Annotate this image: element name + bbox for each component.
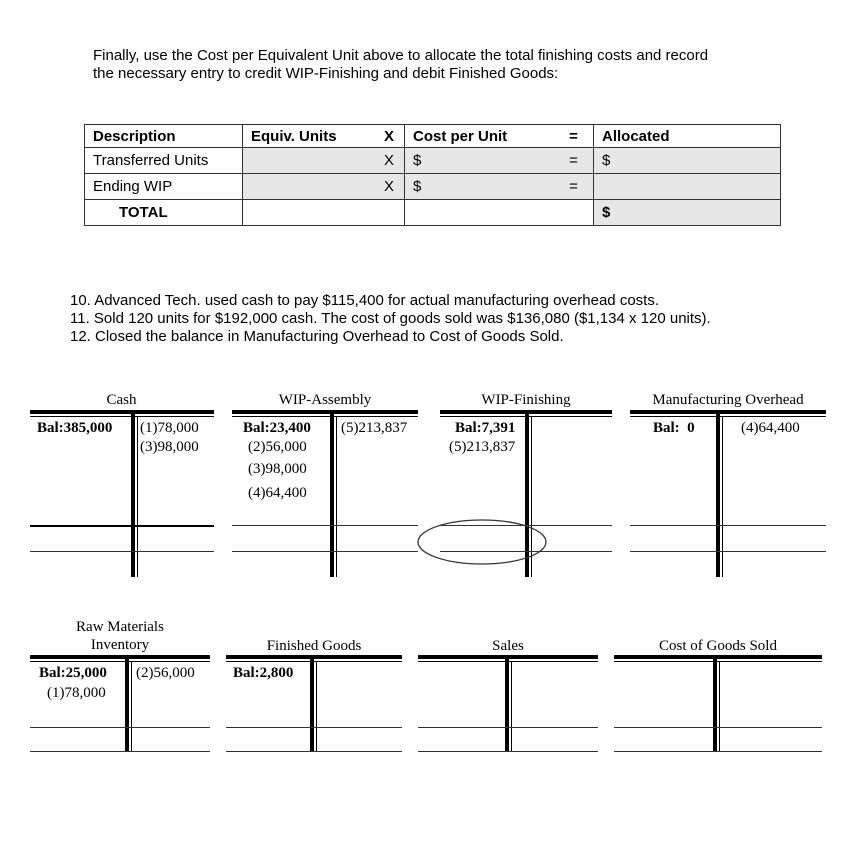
header-allocated: Allocated bbox=[594, 125, 781, 148]
allocation-table bbox=[84, 124, 781, 226]
account-title: Cost of Goods Sold bbox=[659, 638, 777, 654]
account-title: WIP-Finishing bbox=[481, 392, 571, 408]
account-title: Finished Goods bbox=[266, 638, 362, 654]
transaction-list bbox=[70, 292, 711, 346]
account-title: Sales bbox=[492, 638, 524, 654]
equals-sign: = bbox=[554, 174, 594, 200]
header-description: Description bbox=[85, 125, 243, 148]
header-equiv-units: Equiv. Units bbox=[243, 125, 375, 148]
debit-entry: Bal:385,000 bbox=[37, 420, 113, 436]
debit-entry: (2)56,000 bbox=[248, 439, 307, 455]
transaction-12: 12. Closed the balance in Manufacturing Overhead to Cost of Goods Sold. bbox=[70, 328, 564, 345]
debit-entry: Bal:25,000 bbox=[39, 665, 107, 681]
debit-entry: (4)64,400 bbox=[248, 485, 307, 501]
allocation-table-header bbox=[85, 125, 781, 148]
row-description: Ending WIP bbox=[85, 174, 243, 200]
transaction-11: 11. Sold 120 units for $192,000 cash. The cost of goods sold was $136,080 ($1,134 x 120 units). bbox=[70, 310, 711, 327]
credit-entry: (3)98,000 bbox=[140, 439, 199, 455]
debit-entry: Bal: 0 bbox=[653, 420, 695, 436]
times-sign: X bbox=[374, 174, 405, 200]
account-title-line-1: Raw Materials bbox=[76, 619, 164, 635]
times-sign: X bbox=[374, 148, 405, 174]
header-equals: = bbox=[554, 125, 594, 148]
debit-entry: (1)78,000 bbox=[47, 685, 106, 701]
row-description: Transferred Units bbox=[85, 148, 243, 174]
credit-entry: (2)56,000 bbox=[136, 665, 195, 681]
transaction-10: 10. Advanced Tech. used cash to pay $115,400 for actual manufacturing overhead costs. bbox=[70, 292, 659, 309]
table-row-transferred bbox=[85, 148, 781, 174]
total-empty-cell bbox=[243, 200, 405, 226]
highlight-circle bbox=[416, 518, 552, 568]
instructions-line-2: the necessary entry to credit WIP-Finishing and debit Finished Goods: bbox=[93, 65, 559, 82]
account-title: WIP-Assembly bbox=[278, 392, 372, 408]
debit-entry: Bal:7,391 bbox=[455, 420, 516, 436]
credit-entry: (4)64,400 bbox=[741, 420, 800, 436]
debit-entry: (5)213,837 bbox=[449, 439, 516, 455]
total-allocated-input[interactable]: $ bbox=[594, 200, 781, 226]
total-label: TOTAL bbox=[85, 200, 243, 226]
account-title-line-2: Inventory bbox=[90, 637, 150, 653]
header-cost-per-unit: Cost per Unit bbox=[405, 125, 555, 148]
header-x: X bbox=[374, 125, 405, 148]
credit-entry: (1)78,000 bbox=[140, 420, 199, 436]
allocated-input[interactable]: $ bbox=[594, 148, 781, 174]
instructions-line-1: Finally, use the Cost per Equivalent Unit above to allocate the total finishing costs and record bbox=[93, 47, 709, 64]
table-row-ending-wip bbox=[85, 174, 781, 200]
credit-entry: (5)213,837 bbox=[341, 420, 408, 436]
debit-entry: (3)98,000 bbox=[248, 461, 307, 477]
equiv-units-input[interactable] bbox=[243, 148, 375, 174]
allocated-input[interactable] bbox=[594, 174, 781, 200]
account-title: Cash bbox=[106, 392, 137, 408]
debit-entry: Bal:2,800 bbox=[233, 665, 294, 681]
cost-per-unit-input[interactable]: $ bbox=[405, 148, 555, 174]
account-title: Manufacturing Overhead bbox=[652, 392, 804, 408]
table-row-total bbox=[85, 200, 781, 226]
equiv-units-input[interactable] bbox=[243, 174, 375, 200]
cost-per-unit-input[interactable]: $ bbox=[405, 174, 555, 200]
instructions-paragraph bbox=[93, 47, 833, 83]
total-empty-cell bbox=[405, 200, 594, 226]
debit-entry: Bal:23,400 bbox=[243, 420, 311, 436]
equals-sign: = bbox=[554, 148, 594, 174]
